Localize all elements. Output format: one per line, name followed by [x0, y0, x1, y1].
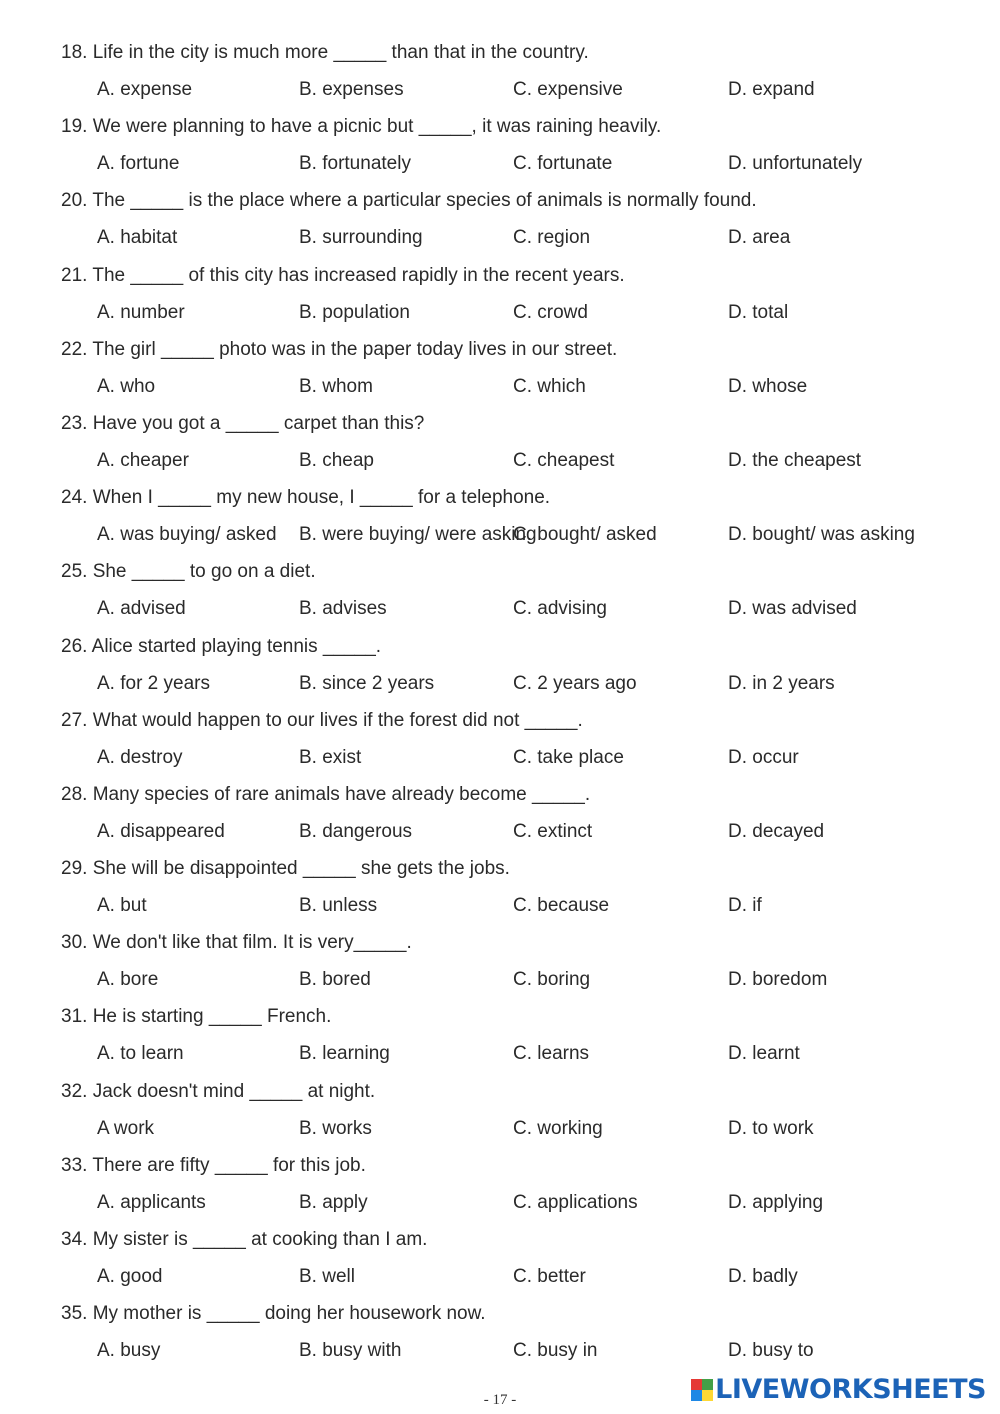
answer-option-d[interactable]: D. if: [728, 895, 762, 917]
answer-option-c[interactable]: C. boring: [513, 969, 591, 991]
question-item: [0, 553, 1000, 627]
answer-option-a[interactable]: A. fortune: [97, 153, 180, 175]
mark-square-yellow: [702, 1390, 713, 1401]
question-item: [0, 702, 1000, 776]
answer-option-c[interactable]: C. extinct: [513, 820, 593, 842]
answer-options: [0, 442, 1000, 479]
question-item: [0, 182, 1000, 256]
answer-option-a[interactable]: A. destroy: [97, 746, 183, 768]
answer-option-c[interactable]: C. region: [513, 227, 591, 249]
answer-option-a[interactable]: A. number: [97, 301, 185, 323]
question-stem: 27. What would happen to our lives if the forest did not _____.: [61, 709, 583, 731]
answer-option-c[interactable]: C. advising: [513, 598, 607, 620]
answer-option-b[interactable]: B. works: [299, 1117, 372, 1139]
answer-options: [0, 219, 1000, 256]
question-stem: 33. There are fifty _____ for this job.: [61, 1154, 366, 1176]
question-stem: 31. He is starting _____ French.: [61, 1006, 332, 1028]
answer-option-a[interactable]: A. was buying/ asked: [97, 524, 277, 546]
answer-option-c[interactable]: C. which: [513, 375, 586, 397]
answer-option-a[interactable]: A work: [97, 1117, 155, 1139]
liveworksheets-logo[interactable]: [691, 1374, 986, 1406]
answer-option-b[interactable]: B. busy with: [299, 1340, 402, 1362]
answer-options: [0, 665, 1000, 702]
page-number: - 17 -: [483, 1392, 517, 1408]
answer-option-d[interactable]: D. total: [728, 301, 789, 323]
question-stem: 30. We don't like that film. It is very_____.: [61, 932, 412, 954]
question-stem: 18. Life in the city is much more _____ than that in the country.: [61, 42, 589, 63]
answer-options: [0, 813, 1000, 850]
answer-option-b[interactable]: B. well: [299, 1266, 355, 1287]
answer-options: [0, 516, 1000, 553]
question-stem: 35. My mother is _____ doing her housework now.: [61, 1303, 486, 1325]
answer-option-b[interactable]: B. apply: [299, 1191, 368, 1213]
question-item: [0, 479, 1000, 553]
answer-options: [0, 1258, 1000, 1295]
question-item: [0, 628, 1000, 702]
answer-option-c[interactable]: C. take place: [513, 746, 624, 768]
liveworksheets-brand-text: LIVEWORKSHEETS: [715, 1374, 986, 1405]
question-stem: 21. The _____ of this city has increased rapidly in the recent years.: [61, 264, 625, 286]
answer-option-d[interactable]: D. badly: [728, 1266, 798, 1287]
worksheet-questions: [0, 34, 1000, 1369]
question-stem: 19. We were planning to have a picnic but _____, it was raining heavily.: [61, 116, 662, 138]
question-item: [0, 924, 1000, 998]
answer-option-b[interactable]: B. bored: [299, 969, 371, 991]
answer-option-c[interactable]: C. 2 years ago: [513, 672, 637, 694]
answer-option-c[interactable]: C. fortunate: [513, 153, 613, 175]
question-stem: 26. Alice started playing tennis _____.: [61, 635, 382, 657]
question-item: [0, 1295, 1000, 1369]
question-item: [0, 1221, 1000, 1295]
question-item: [0, 1147, 1000, 1221]
answer-option-d[interactable]: D. was advised: [728, 598, 857, 620]
answer-options: [0, 1332, 1000, 1369]
question-stem: 29. She will be disappointed _____ she gets the jobs.: [61, 858, 510, 880]
answer-options: [0, 71, 1000, 108]
answer-options: [0, 590, 1000, 627]
answer-option-c[interactable]: C. bought/ asked: [513, 524, 657, 546]
question-item: [0, 257, 1000, 331]
answer-options: [0, 887, 1000, 924]
question-item: [0, 998, 1000, 1072]
mark-square-green: [702, 1379, 713, 1390]
answer-option-d[interactable]: D. to work: [728, 1117, 814, 1139]
answer-option-c[interactable]: C. busy in: [513, 1340, 598, 1362]
question-stem: 28. Many species of rare animals have already become _____.: [61, 783, 591, 805]
answer-option-b[interactable]: B. exist: [299, 746, 362, 768]
question-item: [0, 331, 1000, 405]
answer-option-d[interactable]: D. boredom: [728, 969, 828, 991]
answer-option-d[interactable]: D. occur: [728, 746, 799, 768]
answer-option-d[interactable]: D. busy to: [728, 1340, 814, 1362]
answer-option-c[interactable]: C. because: [513, 895, 610, 917]
answer-option-c[interactable]: C. better: [513, 1266, 586, 1287]
question-item: [0, 108, 1000, 182]
question-stem: 32. Jack doesn't mind _____ at night.: [61, 1080, 376, 1102]
answer-option-a[interactable]: A. habitat: [97, 227, 178, 249]
answer-option-d[interactable]: D. applying: [728, 1191, 824, 1213]
answer-option-a[interactable]: A. advised: [97, 598, 186, 620]
question-item: [0, 850, 1000, 924]
answer-option-b[interactable]: B. cheap: [299, 449, 374, 471]
question-stem: 23. Have you got a _____ carpet than this?: [61, 412, 425, 434]
answer-options: [0, 1035, 1000, 1072]
mark-square-red: [691, 1379, 702, 1390]
answer-option-a[interactable]: A. applicants: [97, 1191, 206, 1213]
question-stem: 25. She _____ to go on a diet.: [61, 561, 316, 583]
answer-option-d[interactable]: D. in 2 years: [728, 672, 835, 694]
answer-options: [0, 1110, 1000, 1147]
answer-options: [0, 739, 1000, 776]
answer-option-c[interactable]: C. cheapest: [513, 449, 615, 471]
question-item: [0, 34, 1000, 108]
answer-option-a[interactable]: A. to learn: [97, 1043, 184, 1065]
liveworksheets-mark-icon: [691, 1379, 713, 1401]
answer-option-d[interactable]: D. expand: [728, 79, 815, 100]
answer-option-a[interactable]: A. expense: [97, 79, 193, 100]
question-stem: 20. The _____ is the place where a particular species of animals is normally found.: [61, 190, 757, 212]
answer-option-c[interactable]: C. crowd: [513, 301, 588, 323]
answer-option-b[interactable]: B. dangerous: [299, 820, 413, 842]
question-stem: 24. When I _____ my new house, I _____ for a telephone.: [61, 487, 551, 509]
answer-option-b[interactable]: B. surrounding: [299, 227, 423, 249]
answer-options: [0, 145, 1000, 182]
answer-option-d[interactable]: D. area: [728, 227, 791, 249]
answer-options: [0, 368, 1000, 405]
question-stem: 22. The girl _____ photo was in the paper today lives in our street.: [61, 338, 618, 360]
mark-square-blue: [691, 1390, 702, 1401]
answer-option-b[interactable]: B. were buying/ were asking: [299, 524, 537, 546]
answer-option-a[interactable]: A. for 2 years: [97, 672, 210, 694]
answer-option-a[interactable]: A. good: [97, 1266, 163, 1287]
answer-option-a[interactable]: A. cheaper: [97, 449, 189, 471]
answer-option-d[interactable]: D. whose: [728, 375, 808, 397]
answer-option-d[interactable]: D. bought/ was asking: [728, 524, 915, 546]
answer-option-d[interactable]: D. decayed: [728, 820, 825, 842]
answer-option-a[interactable]: A. but: [97, 895, 147, 917]
answer-option-b[interactable]: B. unless: [299, 895, 378, 917]
answer-option-a[interactable]: A. busy: [97, 1340, 161, 1362]
answer-option-d[interactable]: D. unfortunately: [728, 153, 863, 175]
answer-option-c[interactable]: C. expensive: [513, 79, 623, 100]
answer-option-b[interactable]: B. whom: [299, 375, 373, 397]
question-item: [0, 1073, 1000, 1147]
answer-option-d[interactable]: D. the cheapest: [728, 449, 862, 471]
answer-option-b[interactable]: B. fortunately: [299, 153, 411, 175]
answer-option-b[interactable]: B. expenses: [299, 79, 404, 100]
answer-option-d[interactable]: D. learnt: [728, 1043, 800, 1065]
answer-option-c[interactable]: C. applications: [513, 1191, 638, 1213]
answer-option-a[interactable]: A. disappeared: [97, 820, 225, 842]
answer-option-b[interactable]: B. advises: [299, 598, 387, 620]
answer-option-c[interactable]: C. working: [513, 1117, 603, 1139]
answer-option-b[interactable]: B. population: [299, 301, 410, 323]
answer-option-b[interactable]: B. learning: [299, 1043, 390, 1065]
answer-option-a[interactable]: A. who: [97, 375, 156, 397]
question-stem: 34. My sister is _____ at cooking than I am.: [61, 1229, 428, 1250]
answer-option-a[interactable]: A. bore: [97, 969, 159, 991]
question-item: [0, 405, 1000, 479]
question-item: [0, 776, 1000, 850]
answer-options: [0, 294, 1000, 331]
answer-option-c[interactable]: C. learns: [513, 1043, 590, 1065]
answer-option-b[interactable]: B. since 2 years: [299, 672, 435, 694]
answer-options: [0, 1184, 1000, 1221]
answer-options: [0, 961, 1000, 998]
